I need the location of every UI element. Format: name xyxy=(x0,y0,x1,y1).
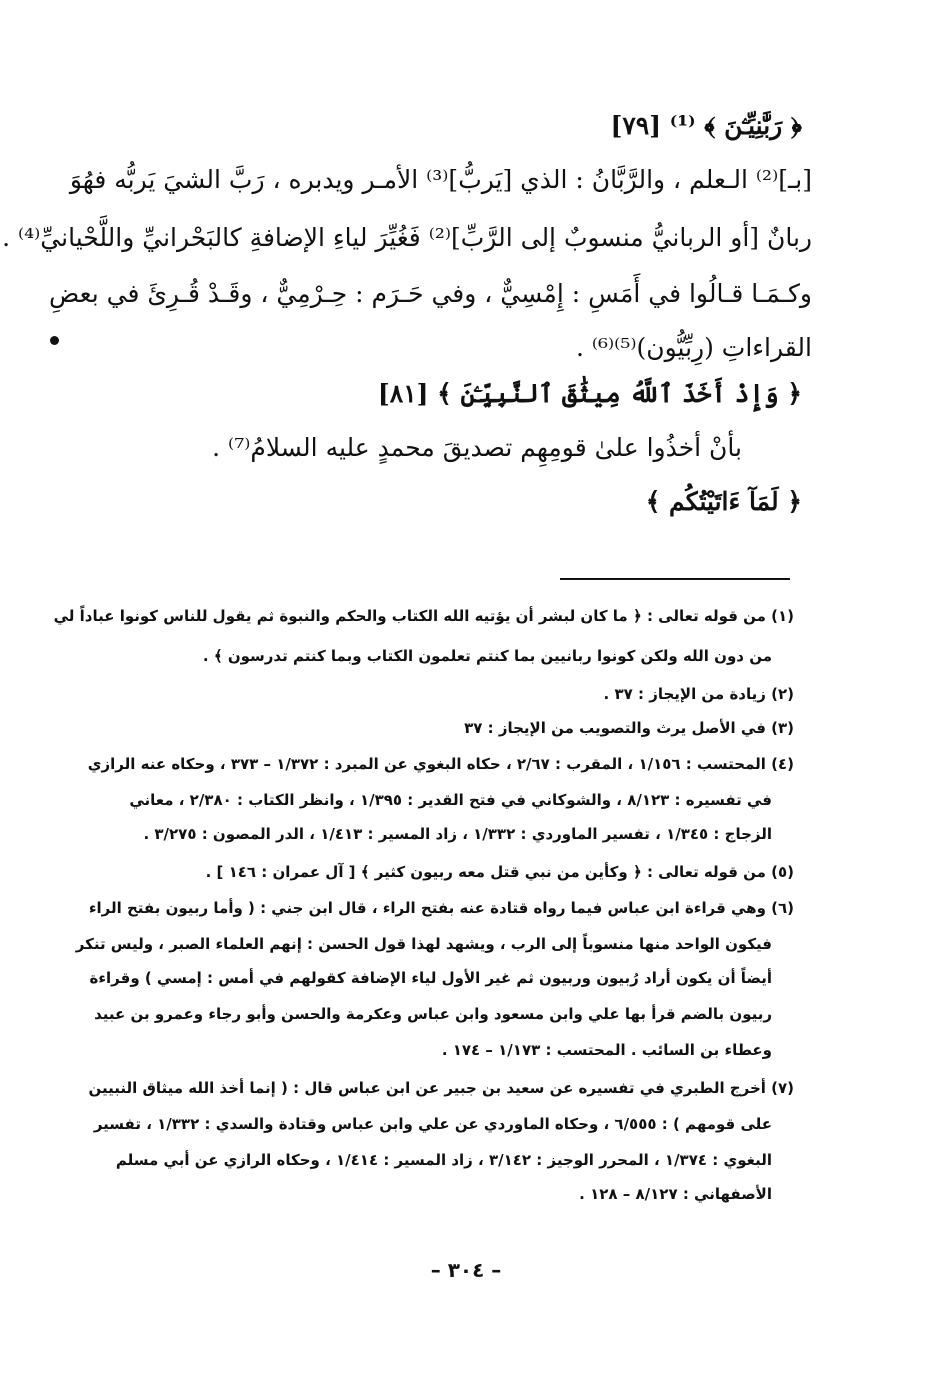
footnote-4-line-1: (٤) المحتسب : ١/١٥٦ ، المقرب : ٢/٦٧ ، حكاه البغوي عن المبرد : ١/٣٧٢ – ٣٧٣ ، وحكاه عنه الرازي xyxy=(87,755,794,773)
footnote-7-line-2: على قومهم ) : ٦/٥٥٥ ، وحكاه الماوردي عن علي وابن عباس وقتادة والسدي : ١/٣٣٢ ، تفسير xyxy=(93,1115,772,1133)
footnote-5: (٥) من قوله تعالى : ﴿ وكأين من نبي قتل معه ربيون كثير ﴾ [ آل عمران : ١٤٦ ] . xyxy=(205,863,794,881)
footnote-2: (٢) زيادة من الإيجاز : ٣٧ . xyxy=(603,685,794,703)
footnote-7-line-4: الأصفهاني : ٨/١٢٧ – ١٢٨ . xyxy=(579,1185,772,1203)
footnote-7-line-1: (٧) أخرج الطبري في تفسيره عن سعيد بن جبير عن ابن عباس قال : ( إنما أخذ الله ميثاق النبيين xyxy=(88,1079,794,1097)
footnote-6-line-2: فيكون الواحد منها منسوباً إلى الرب ، ويشهد لهذا قول الحسن : إنهم العلماء الصبر ، وليس تنكر xyxy=(75,935,772,953)
footnote-6-line-1: (٦) وهي قراءة ابن عباس فيما رواه قتادة عنه بفتح الراء ، قال ابن جني : ( وأما ربيون بفتح الراء xyxy=(88,899,794,917)
footnote-6-line-5: وعطاء بن السائب . المحتسب : ١/١٧٣ – ١٧٤ . xyxy=(441,1041,772,1059)
body-line-2: ربانٌ [أو الربانيُّ منسوبٌ إلى الرَّبِّ]⁽²⁾ فَغُيِّرَ لياءِ الإضافةِ كالبَحْرانيِّ واللَّحْيانيِّ⁽⁴⁾ . xyxy=(2,223,812,252)
margin-dot xyxy=(50,336,59,345)
footnote-6-line-3: أيضاً أن يكون أراد رُبيون وربيون ثم غير الأول لياء الإضافة كقولهم في أمس : إمسي ) وقراءة xyxy=(89,969,772,987)
page-number: – ٣٠٤ – xyxy=(430,1258,502,1282)
body-line-81: بأنْ أخذُوا علىٰ قومِهِم تصديقَ محمدٍ عليه السلامُ⁽⁷⁾ . xyxy=(212,433,742,462)
footnote-3: (٣) في الأصل يرث والتصويب من الإيجاز : ٣٧ xyxy=(464,719,794,737)
footnote-4-line-2: في تفسيره : ٨/١٢٣ ، والشوكاني في فتح القدير : ١/٣٩٥ ، وانظر الكتاب : ٢/٣٨٠ ، معاني xyxy=(129,791,772,809)
footnote-1-line-1: (١) من قوله تعالى : ﴿ ما كان لبشر أن يؤتيه الله الكتاب والحكم والنبوة ثم يقول للناس كونوا عباداً لي xyxy=(53,607,794,625)
verse-after: ﴿ لَمَآ ءَاتَيْتُكُم ﴾ xyxy=(645,487,802,516)
footnote-6-line-4: ربيون بالضم قرأ بها علي وابن مسعود وابن عباس وعكرمة والحسن وأبو رجاء وعمرو بن عبيد xyxy=(94,1005,772,1023)
verse-81: ﴿ وَإِذْ أَخَذَ ٱللَّهُ مِيثَٰقَ ٱلنَّبِيِّـۧنَ ﴾ [٨١] xyxy=(377,379,802,408)
footnote-4-line-3: الزجاج : ١/٣٤٥ ، تفسير الماوردي : ١/٣٣٢ ، زاد المسير : ١/٤١٣ ، الدر المصون : ٣/٢٧٥ . xyxy=(143,825,772,843)
footnote-7-line-3: البغوي : ١/٣٧٤ ، المحرر الوجيز : ٣/١٤٢ ، زاد المسير : ١/٤١٤ ، وحكاه الرازي عن أبي مسلم xyxy=(115,1151,772,1169)
footnote-1-line-2: من دون الله ولكن كونوا ربانيين بما كنتم تعلمون الكتاب وبما كنتم تدرسون ﴾ . xyxy=(202,647,772,665)
body-line-3: وكـمَـا قـالُوا في أَمَسِ : إِمْسِيٌّ ، وفي حَـرَم : حِـرْمِيٌّ ، وقَـدْ قُـرِئَ في بعضِ xyxy=(49,279,812,308)
body-line-4: القراءاتِ (رِبِّيُّون)⁽⁵⁾⁽⁶⁾ . xyxy=(575,333,812,362)
body-line-1: [بـ]⁽²⁾ الـعلم ، والرَّبَّانُ : الذي [يَربُّ]⁽³⁾ الأمـر ويدبره ، رَبَّ الشيَ يَربُّه فهُوَ xyxy=(69,165,812,194)
verse-79: ﴿ رَبَّٰنِيِّـۧنَ ﴾ ⁽¹⁾ [٧٩] xyxy=(610,111,802,140)
footnote-separator xyxy=(560,578,790,580)
